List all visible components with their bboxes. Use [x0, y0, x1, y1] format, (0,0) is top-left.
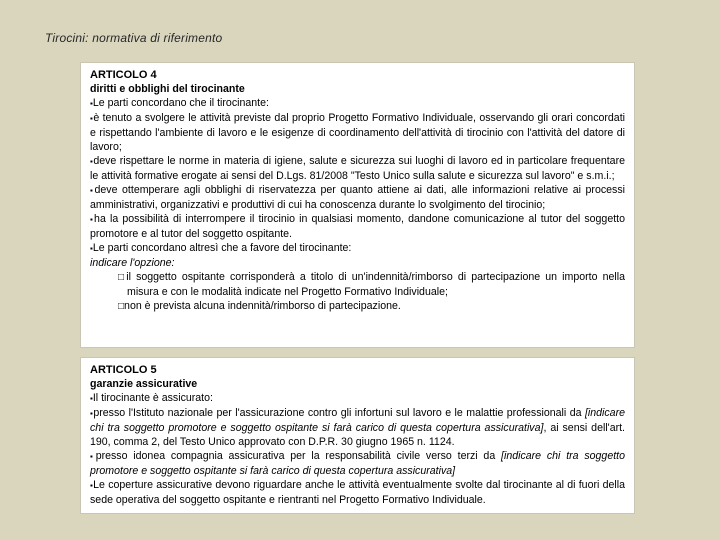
- article5-bullet-2: [90, 406, 625, 449]
- bullet-icon: ▪: [90, 114, 94, 123]
- bullet-text: presso l'Istituto nazionale per l'assicurazione contro gli infortuni sul lavoro e le malattie professionali da: [93, 407, 585, 419]
- article4-option-label: indicare l'opzione:: [90, 257, 175, 269]
- page-title: Tirocini: normativa di riferimento: [45, 31, 223, 45]
- article4-subheading: diritti e obblighi del tirocinante: [90, 83, 245, 95]
- article4-option-1: [90, 270, 625, 299]
- bullet-text: , ai sensi dell'art. 190, comma 2, del Testo Unico approvato con D.P.R. 30 giugno 1965 n. 1124.: [90, 422, 625, 448]
- article5-bullet-1: [90, 391, 625, 406]
- bullet-text: è tenuto a svolgere le attività previste dal proprio Progetto Formativo Individuale, osservando gli orari concordati e rispettando l'ambiente di lavoro e le esigenze di coordinamento dell'attività di tirocinio con l'attività del datore di lavoro;: [90, 112, 625, 153]
- article5-heading: ARTICOLO 5: [90, 364, 157, 376]
- article4-bullet-3: [90, 154, 625, 183]
- option-text: il soggetto ospitante corrisponderà a titolo di un'indennità/rimborso di partecipazione un importo nella misura e con le modalità indicate nel Progetto Formativo Individuale;: [126, 271, 625, 298]
- bullet-text: deve ottemperare agli obblighi di riservatezza per quanto attiene ai dati, alle informazioni relative ai processi amministrativi, organizzativi e produttivi di cui ha conoscenza durante lo svolgimento del tirocinio;: [90, 184, 625, 211]
- bullet-text-italic-note: [indicare chi tra soggetto promotore e soggetto ospitante si farà carico di questa copertura assicurativa]: [90, 407, 625, 434]
- bullet-icon: ▪: [90, 157, 94, 166]
- bullet-text: Le parti concordano che il tirocinante:: [92, 97, 269, 109]
- option-text: non è prevista alcuna indennità/rimborso di partecipazione.: [124, 300, 401, 312]
- bullet-icon: ▪: [90, 186, 95, 195]
- article5-bullet-4: [90, 478, 625, 507]
- bullet-icon: ▪: [90, 394, 93, 403]
- article4-option-2: [90, 299, 625, 314]
- bullet-text-italic-note: [indicare chi tra soggetto promotore e soggetto ospitante si farà carico di questa copertura assicurativa]: [90, 450, 625, 477]
- article4-bullet-4: [90, 183, 625, 212]
- article5-bullet-3: [90, 449, 625, 478]
- article5-subheading: garanzie assicurative: [90, 378, 198, 390]
- bullet-icon: ▪: [90, 99, 93, 108]
- bullet-icon: ▪: [90, 215, 95, 224]
- article4-bullet-1: [90, 96, 625, 111]
- article5-textbox: [80, 357, 635, 514]
- bullet-icon: ▪: [90, 409, 94, 418]
- bullet-text: deve rispettare le norme in materia di igiene, salute e sicurezza sui luoghi di lavoro ed in particolare frequentare le attività formative erogate ai sensi del D.Lgs. 81/2008 "Testo Unico sulla salute e sicurezza sul lavoro" e s.m.i.;: [90, 155, 625, 182]
- bullet-icon: ▪: [90, 244, 93, 253]
- bullet-icon: ▪: [90, 452, 96, 461]
- article4-textbox: [80, 62, 635, 348]
- bullet-text: Le coperture assicurative devono riguardare anche le attività eventualmente svolte dal tirocinante al di fuori della sede operativa del soggetto ospitante e rientranti nel Progetto Formativo Individuale.: [90, 479, 625, 506]
- bullet-text: presso idonea compagnia assicurativa per la responsabilità civile verso terzi da: [95, 450, 502, 462]
- article4-heading: ARTICOLO 4: [90, 69, 157, 81]
- bullet-icon: ▪: [90, 481, 94, 490]
- bullet-text: Le parti concordano altresì che a favore del tirocinante:: [92, 242, 352, 254]
- checkbox-icon: □: [118, 301, 125, 312]
- bullet-text: Il tirocinante è assicurato:: [92, 392, 213, 404]
- article4-bullet-5: [90, 212, 625, 241]
- checkbox-icon: □: [118, 272, 127, 283]
- article4-bullet-6: [90, 241, 625, 256]
- bullet-text: ha la possibilità di interrompere il tirocinio in qualsiasi momento, dandone comunicazione al tutor del soggetto promotore e al tutor del soggetto ospitante.: [90, 213, 625, 240]
- article4-bullet-2: [90, 111, 625, 154]
